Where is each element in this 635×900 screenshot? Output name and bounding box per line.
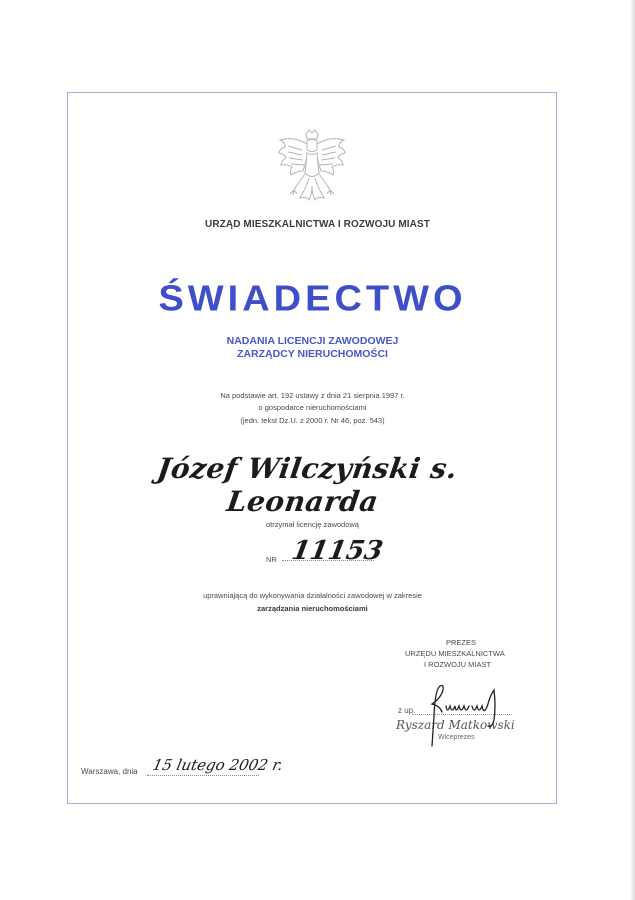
subtitle-line-1: NADANIA LICENCJI ZAWODOWEJ <box>226 335 399 347</box>
received-license-text: otrzymał licencję zawodową <box>266 520 359 529</box>
license-number-label: NR <box>266 555 277 564</box>
issuing-office: URZĄD MIESZKALNICTWA I ROZWOJU MIAST <box>205 219 430 230</box>
signer-role-stamp: Wiceprezes <box>438 734 475 741</box>
issue-date-handwritten: 15 lutego 2002 r. <box>151 756 285 774</box>
certificate-title: ŚWIADECTWO <box>158 279 467 319</box>
signer-name-stamp: Ryszard Matkowski <box>396 718 515 732</box>
scope-text: uprawniającą do wykonywania działalności zawodowej w zakresie <box>203 591 422 600</box>
page-edge-shadow <box>630 0 635 900</box>
license-number-value: 11153 <box>289 536 386 566</box>
license-holder-name: Józef Wilczyński s. Leonarda <box>155 452 460 518</box>
legal-basis-line-1: Na podstawie art. 192 ustawy z dnia 21 sierpnia 1997 r. <box>220 391 405 400</box>
legal-basis-line-2: o gospodarce nieruchomościami <box>258 403 367 412</box>
scope-field: zarządzania nieruchomościami <box>257 604 368 613</box>
signatory-title-3: I ROZWOJU MIAST <box>424 660 492 669</box>
subtitle-line-2: ZARZĄDCY NIERUCHOMOŚCI <box>237 348 388 360</box>
signatory-title-2: URZĘDU MIESZKALNICTWA <box>405 649 505 658</box>
legal-basis-line-3: (jedn. tekst Dz.U. z 2000 r. Nr 46, poz. 543) <box>240 416 385 425</box>
handwritten-signature <box>410 676 530 756</box>
place-date-label: Warszawa, dnia <box>81 767 138 776</box>
on-behalf-label: z up. <box>398 706 416 715</box>
polish-eagle-emblem-icon <box>276 128 348 208</box>
date-dotted-line <box>147 775 259 776</box>
signatory-title-1: PREZES <box>446 638 477 647</box>
